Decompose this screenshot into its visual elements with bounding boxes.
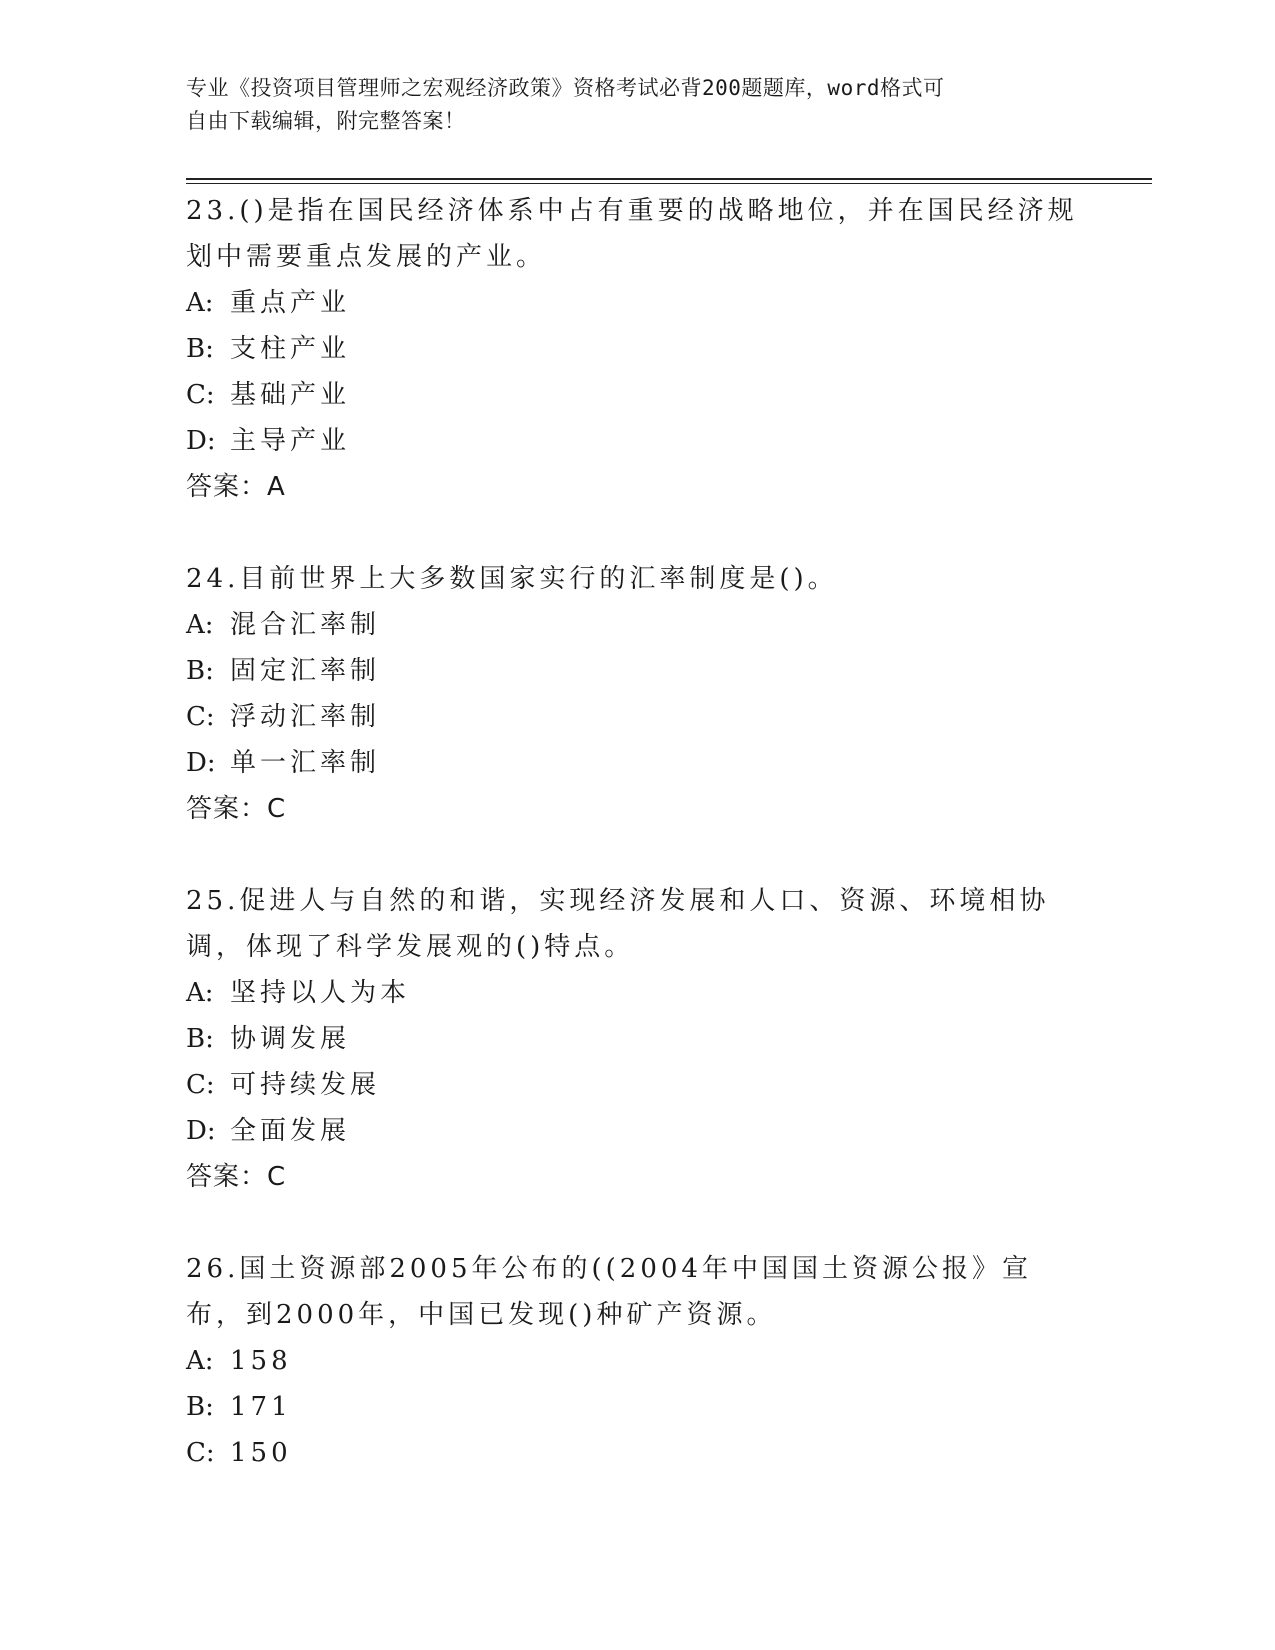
option-text: 浮动汇率制 [230,702,381,732]
question-text: 23.()是指在国民经济体系中占有重要的战略地位，并在国民经济规划中需要重点发展的产业。 [186,196,1078,272]
option-text: 150 [230,1438,292,1468]
option-d [186,740,1086,786]
header-divider-thick [186,178,1152,180]
option-letter: D: [186,748,216,778]
option-text: 支柱产业 [230,334,351,364]
question-text: 25.促进人与自然的和谐，实现经济发展和人口、资源、环境相协调，体现了科学发展观的()特点。 [186,886,1050,962]
option-text: 固定汇率制 [230,656,381,686]
option-letter: C: [186,1438,215,1468]
option-b [186,326,1086,372]
header-line-1: 专业《投资项目管理师之宏观经济政策》资格考试必背200题题库，word格式可 [186,76,945,100]
option-d [186,418,1086,464]
option-letter: B: [186,656,214,686]
header-line-2: 自由下载编辑，附完整答案！ [186,109,466,133]
option-c [186,694,1086,740]
option-text: 协调发展 [230,1024,351,1054]
option-letter: D: [186,1116,216,1146]
option-letter: B: [186,1392,214,1422]
option-letter: C: [186,702,215,732]
option-text: 主导产业 [230,426,351,456]
option-text: 可持续发展 [230,1070,381,1100]
option-text: 全面发展 [230,1116,351,1146]
option-b [186,1016,1086,1062]
option-text: 基础产业 [230,380,351,410]
option-a [186,602,1086,648]
answer-text: 答案：A [186,472,286,502]
option-letter: A: [186,610,214,640]
option-letter: C: [186,1070,215,1100]
question-item [186,1246,1086,1476]
option-c [186,1062,1086,1108]
question-list [186,188,1086,1522]
option-text: 重点产业 [230,288,351,318]
option-text: 混合汇率制 [230,610,381,640]
option-letter: A: [186,1346,214,1376]
option-text: 158 [230,1346,292,1376]
option-letter: B: [186,1024,214,1054]
question-text: 24.目前世界上大多数国家实行的汇率制度是()。 [186,564,838,594]
option-c [186,372,1086,418]
option-text: 171 [230,1392,292,1422]
option-letter: D: [186,426,216,456]
option-text: 单一汇率制 [230,748,381,778]
question-item [186,188,1086,510]
option-letter: C: [186,380,215,410]
option-b [186,1384,1086,1430]
option-a [186,970,1086,1016]
option-letter: A: [186,288,214,318]
option-a [186,1338,1086,1384]
option-d [186,1108,1086,1154]
question-item [186,556,1086,832]
option-letter: A: [186,978,214,1008]
answer-text: 答案：C [186,794,287,824]
document-header [186,72,1066,138]
question-text: 26.国土资源部2005年公布的((2004年中国国土资源公报》宣布，到2000年，中国已发现()种矿产资源。 [186,1254,1032,1330]
option-text: 坚持以人为本 [230,978,411,1008]
option-c [186,1430,1086,1476]
option-b [186,648,1086,694]
option-a [186,280,1086,326]
header-divider-thin [186,183,1152,184]
question-item [186,878,1086,1200]
option-letter: B: [186,334,214,364]
answer-text: 答案：C [186,1162,287,1192]
